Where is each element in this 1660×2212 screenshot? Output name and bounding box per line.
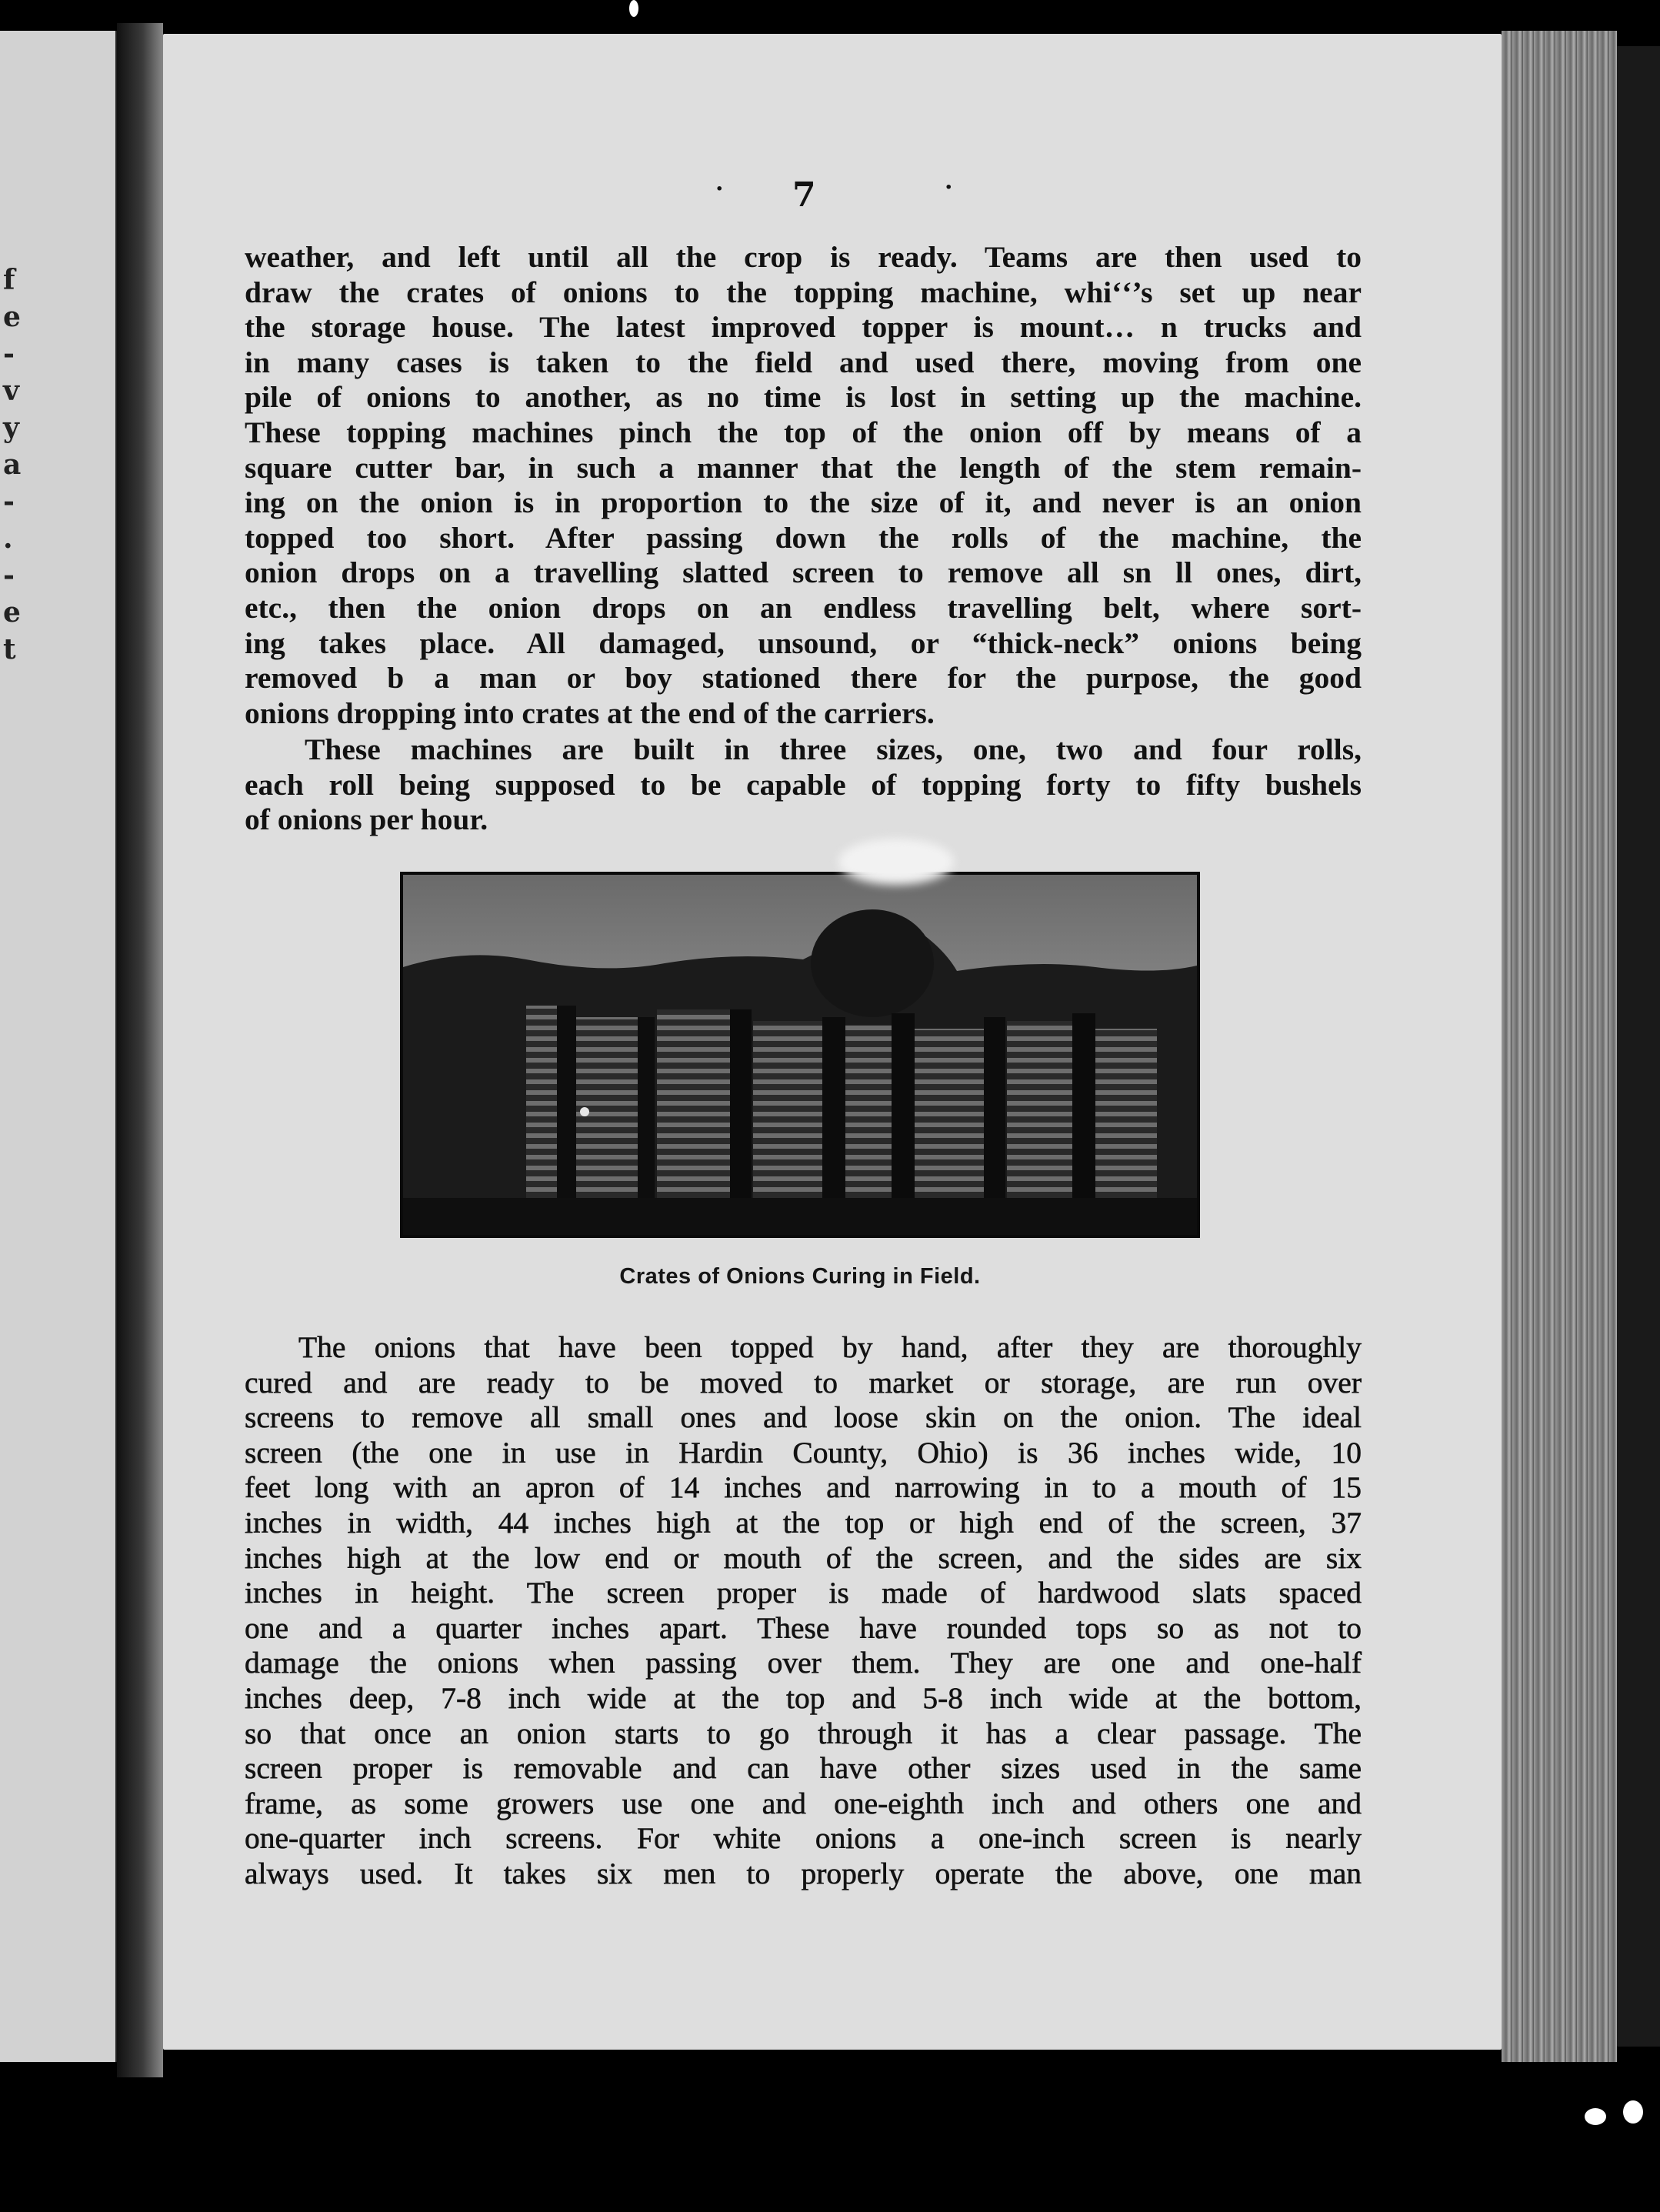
text-line: ing on the onion is in proportion to the size of it, and never is an onion bbox=[245, 485, 1362, 520]
text-line: always used. It takes six men to properly operate the above, one man bbox=[245, 1856, 1362, 1890]
margin-letter: - bbox=[3, 559, 15, 592]
page-number: 7 bbox=[792, 175, 816, 215]
speck-mark bbox=[1623, 2100, 1643, 2124]
text-line: one-quarter inch screens. For white onions a one-inch screen is nearly bbox=[245, 1821, 1362, 1856]
page-stack-edge bbox=[1502, 31, 1617, 2062]
text-line: in many cases is taken to the field and used there, moving from one bbox=[245, 345, 1362, 379]
text-line: screens to remove all small ones and loose skin on the onion. The ideal bbox=[245, 1400, 1362, 1435]
text-line: square cutter bar, in such a manner that the length of the stem remain- bbox=[245, 450, 1362, 485]
text-line: weather, and left until all the crop is ready. Teams are then used to bbox=[245, 240, 1362, 274]
left-facing-page bbox=[0, 31, 120, 2062]
paragraph-3 bbox=[245, 1330, 1362, 1892]
margin-letter: - bbox=[3, 338, 15, 370]
margin-letter: e bbox=[3, 596, 21, 629]
text-line: etc., then the onion drops on an endless travelling belt, where sort- bbox=[245, 590, 1362, 625]
margin-letter: t bbox=[3, 633, 16, 666]
text-line: removed b a man or boy stationed there for the purpose, the good bbox=[245, 661, 1362, 696]
text-line: inches high at the low end or mouth of the screen, and the sides are six bbox=[245, 1540, 1362, 1575]
text-line: screen (the one in use in Hardin County, Ohio) is 36 inches wide, 10 bbox=[245, 1435, 1362, 1470]
text-line: frame, as some growers use one and one-eighth inch and others one and bbox=[245, 1786, 1362, 1820]
text-line: The onions that have been topped by hand, after they are thoroughly bbox=[298, 1330, 1362, 1364]
text-line: onions dropping into crates at the end of the carriers. bbox=[245, 696, 935, 730]
text-line: inches in height. The screen proper is made of hardwood slats spaced bbox=[245, 1576, 1362, 1610]
text-line: damage the onions when passing over them. They are one and one-half bbox=[245, 1646, 1362, 1680]
text-line: topped too short. After passing down the rolls of the machine, the bbox=[245, 520, 1362, 555]
text-line: These topping machines pinch the top of the onion off by means of a bbox=[245, 415, 1362, 449]
paper-damage-blot bbox=[838, 839, 954, 885]
paragraph-2 bbox=[245, 732, 1362, 838]
speck-mark: · bbox=[715, 175, 724, 202]
margin-letter: . bbox=[3, 522, 13, 555]
book-cover-edge bbox=[1617, 46, 1660, 2047]
speck-mark: · bbox=[945, 174, 953, 201]
margin-letter: e bbox=[3, 301, 21, 333]
speck-mark bbox=[629, 0, 638, 17]
crates-photo-image bbox=[403, 875, 1197, 1235]
text-line: the storage house. The latest improved topper is mount… n trucks and bbox=[245, 310, 1362, 345]
text-line: ing takes place. All damaged, unsound, or “thick-neck” onions being bbox=[245, 626, 1362, 660]
margin-letter: v bbox=[3, 375, 19, 407]
crates-photo bbox=[400, 872, 1200, 1238]
speck-mark bbox=[1585, 2108, 1606, 2125]
margin-letter: - bbox=[3, 485, 15, 518]
text-line: one and a quarter inches apart. These have rounded tops so as not to bbox=[245, 1610, 1362, 1645]
margin-letter: f bbox=[3, 264, 15, 296]
text-line: screen proper is removable and can have other sizes used in the same bbox=[245, 1751, 1362, 1786]
text-line: cured and are ready to be moved to market or storage, are run over bbox=[245, 1365, 1362, 1400]
text-line: feet long with an apron of 14 inches and narrowing in to a mouth of 15 bbox=[245, 1470, 1362, 1505]
text-line: inches deep, 7-8 inch wide at the top and 5-8 inch wide at the bottom, bbox=[245, 1680, 1362, 1715]
margin-letter: a bbox=[3, 449, 22, 481]
text-line: These machines are built in three sizes, one, two and four rolls, bbox=[305, 732, 1362, 766]
paragraph-1 bbox=[245, 240, 1362, 731]
text-line: of onions per hour. bbox=[245, 802, 488, 837]
left-page-margin-letters bbox=[3, 262, 26, 668]
margin-letter: y bbox=[3, 412, 19, 444]
text-line: each roll being supposed to be capable of topping forty to fifty bushels bbox=[245, 767, 1362, 802]
book-gutter bbox=[117, 23, 163, 2077]
figure-caption: Crates of Onions Curing in Field. bbox=[619, 1264, 981, 1289]
text-line: pile of onions to another, as no time is lost in setting up the machine. bbox=[245, 380, 1362, 415]
text-line: onion drops on a travelling slatted screen to remove all sn ll ones, dirt, bbox=[245, 556, 1362, 590]
text-line: draw the crates of onions to the topping machine, whiʻʻ’s set up near bbox=[245, 275, 1362, 309]
text-line: inches in width, 44 inches high at the top or high end of the screen, 37 bbox=[245, 1505, 1362, 1540]
text-line: so that once an onion starts to go through it has a clear passage. The bbox=[245, 1716, 1362, 1750]
